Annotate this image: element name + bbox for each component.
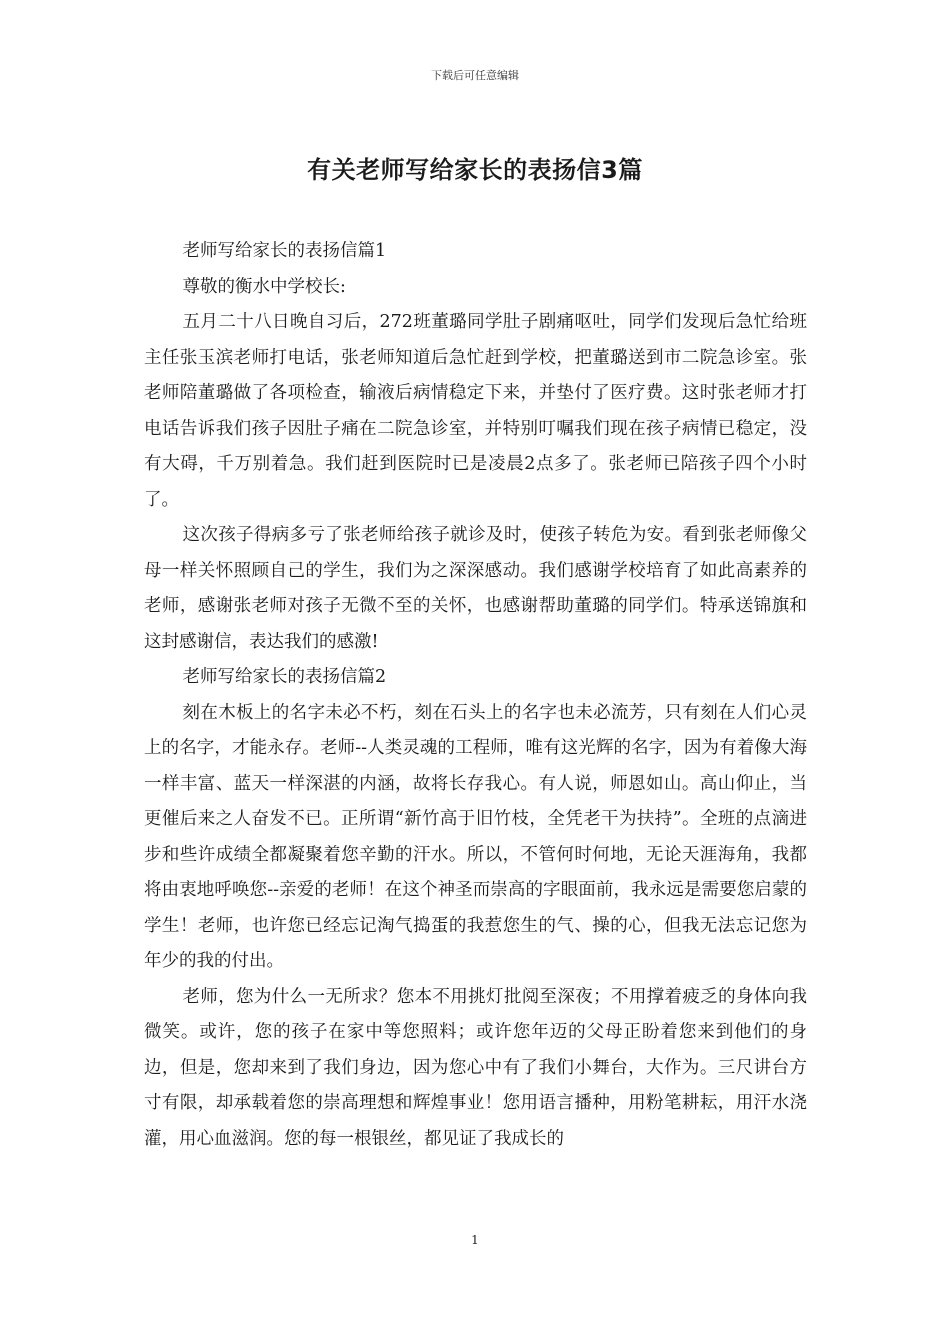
document-body [144,234,807,1157]
salutation: 尊敬的衡水中学校长: [182,276,346,297]
body-paragraph: 五月二十八日晚自习后，272班董璐同学肚子剧痛呕吐，同学们发现后急忙给班主任张玉滨老师打电话，张老师知道后急忙赶到学校，把董璐送到市二院急诊室。张老师陪董璐做了各项检查，输液后病情稳定下来，并垫付了医疗费。这时张老师才打电话告诉我们孩子因肚子痛在二院急诊室，并特别叮嘱我们现在孩子病情已稳定，没有大碍，千万别着急。我们赶到医院时已是凌晨2点多了。张老师已陪孩子四个小时了。 [144,312,807,510]
section-heading-1: 老师写给家长的表扬信篇1 [182,241,387,261]
body-paragraph: 刻在木板上的名字未必不朽，刻在石头上的名字也未必流芳，只有刻在人们心灵上的名字，才能永存。老师--人类灵魂的工程师，唯有这光辉的名字，因为有着像大海一样丰富、蓝天一样深湛的内涵，故将长存我心。有人说，师恩如山。高山仰止，当更催后来之人奋发不已。正所谓“新竹高于旧竹枝，全凭老干为扶持”。全班的点滴进步和些许成绩全都凝聚着您辛勤的汗水。所以，不管何时何地，无论天涯海角，我都将由衷地呼唤您--亲爱的老师！在这个神圣而崇高的字眼面前，我永远是需要您启蒙的学生！老师，也许您已经忘记淘气捣蛋的我惹您生的气、操的心，但我无法忘记您为年少的我的付出。 [144,702,807,971]
document-title: 有关老师写给家长的表扬信3篇 [307,156,643,184]
body-paragraph: 老师，您为什么一无所求？您本不用挑灯批阅至深夜；不用撑着疲乏的身体向我微笑。或许，您的孩子在家中等您照料；或许您年迈的父母正盼着您来到他们的身边，但是，您却来到了我们身边，因为您心中有了我们小舞台，大作为。三尺讲台方寸有限，却承载着您的崇高理想和辉煌事业！您用语言播种，用粉笔耕耘，用汗水浇灌，用心血滋润。您的每一根银丝，都见证了我成长的 [144,986,807,1149]
body-paragraph: 这次孩子得病多亏了张老师给孩子就诊及时，使孩子转危为安。看到张老师像父母一样关怀照顾自己的学生，我们为之深深感动。我们感谢学校培育了如此高素养的老师，感谢张老师对孩子无微不至的关怀，也感谢帮助董璐的同学们。特承送锦旗和这封感谢信，表达我们的感激! [144,525,807,652]
page-number: 1 [471,1233,479,1247]
section-heading-2: 老师写给家长的表扬信篇2 [182,667,387,687]
page-header-note: 下载后可任意编辑 [431,69,519,82]
